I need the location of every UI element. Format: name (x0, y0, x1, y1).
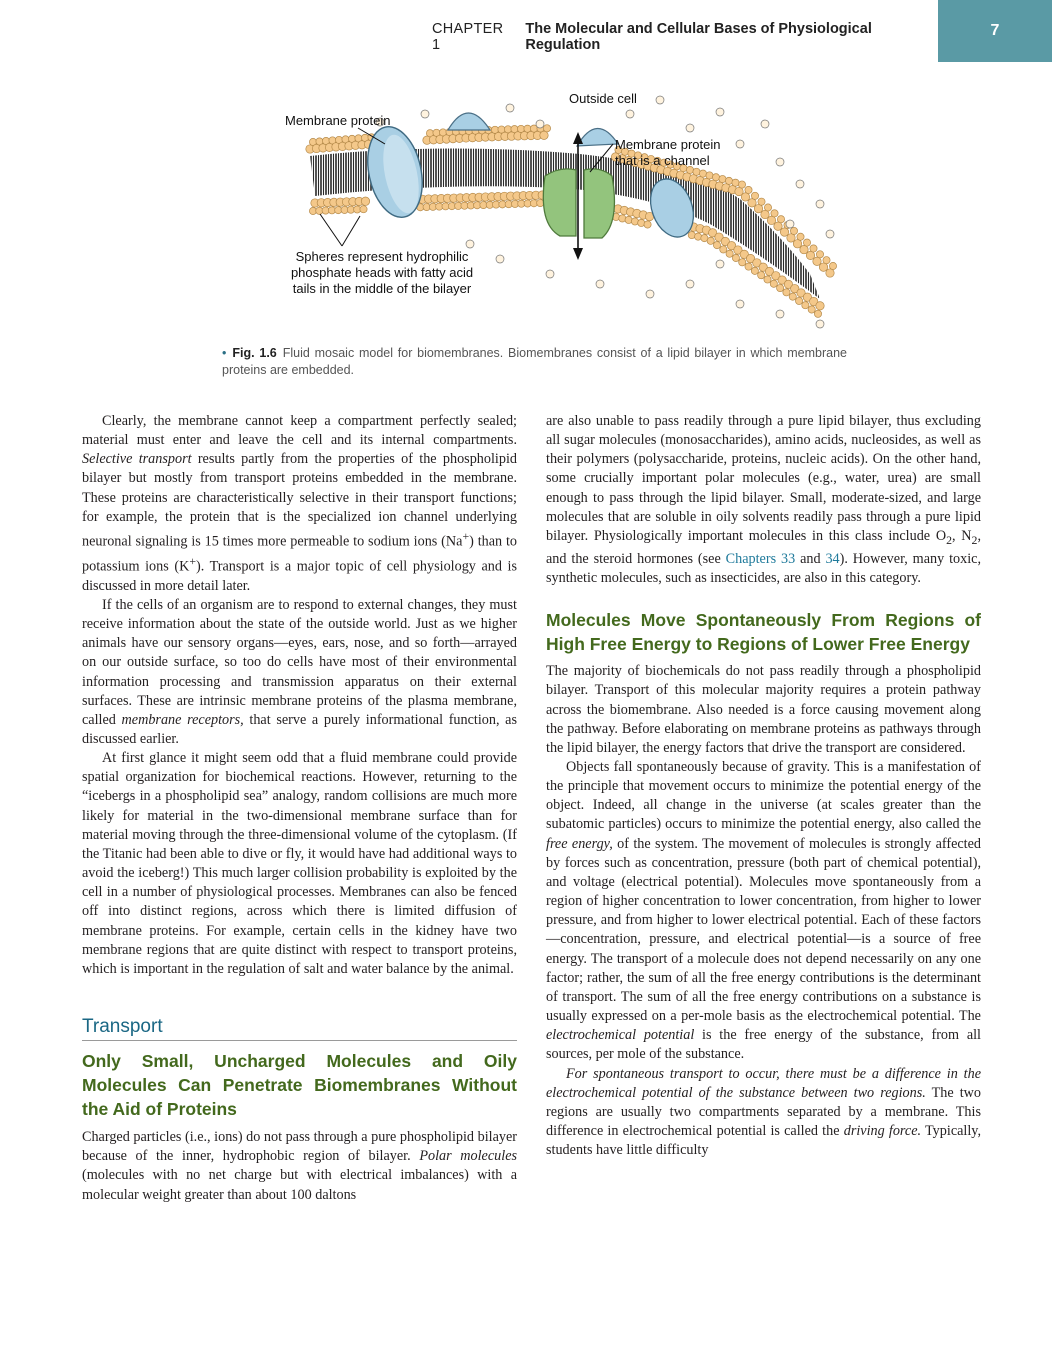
membrane-figure (220, 84, 860, 344)
phosphate-head (777, 284, 784, 291)
phosphate-head (787, 234, 795, 242)
surface-molecule (466, 240, 474, 248)
phosphate-head (813, 257, 821, 265)
surface-molecule (826, 230, 834, 238)
right-column (546, 412, 981, 1160)
chapter-label: CHAPTER 1 (432, 21, 504, 53)
surface-molecule (786, 220, 794, 228)
phosphate-head (360, 206, 367, 213)
phosphate-head (808, 306, 815, 313)
section-heading-transport: Transport (82, 1017, 517, 1041)
phosphate-head (797, 233, 804, 240)
surface-molecule (736, 140, 744, 148)
emphasis: electrochemical potential (546, 1027, 695, 1044)
surface-molecule (716, 108, 724, 116)
phosphate-head (751, 267, 758, 274)
surface-protein (448, 113, 490, 130)
phosphate-head (803, 239, 810, 246)
surface-protein-2 (577, 128, 618, 146)
text-run: that serve a purely informational function, as discussed earlier. (82, 711, 518, 747)
label-spheres-line1: Spheres represent hydrophilic (295, 249, 469, 264)
phosphate-head (783, 289, 790, 296)
phosphate-head (802, 302, 809, 309)
surface-molecule (816, 320, 824, 328)
label-channel-line2: that is a channel (615, 153, 710, 168)
surface-molecule (816, 200, 824, 208)
phosphate-head (754, 204, 762, 212)
subheading-small-molecules: Only Small, Uncharged Molecules and Oily Molecules Can Penetrate Biomembranes Without the Aid of Proteins (82, 1051, 517, 1120)
surface-molecule (596, 280, 604, 288)
text-run: The two regions are usually two compartments separated by a membrane. This difference in electrochemical potential is called the (546, 1084, 981, 1139)
phosphate-head (732, 179, 739, 186)
text-run: , N (952, 527, 972, 544)
phosphate-head (693, 168, 700, 175)
phosphate-head (829, 262, 836, 269)
surface-molecule (776, 158, 784, 166)
text-run: ) than to potassium ions (K (82, 533, 517, 575)
text-run: Objects fall spontaneously because of gravity. This is a manifestation of the principle that movement occurs to minimize the potential energy of the object. Indeed, all change in the universe (at scales greater than the subatomic particles) occurs to minimize the potential energy, also called the (546, 759, 981, 833)
surface-molecule (506, 104, 514, 112)
page-number: 7 (938, 0, 1052, 62)
phosphate-head (810, 245, 817, 252)
right-paragraph-2: The majority of biochemicals do not pass readily through a phospholipid bilayer. Transport of this molecular majority requires a protein pathway across the biomembrane. Also needed is a force causing movement along the pathway. Before elaborating on membrane proteins as pathways through the lipid bilayer, the energy factors that drive the transport are considered. (546, 663, 981, 756)
surface-molecule (646, 290, 654, 298)
phosphate-head (713, 242, 720, 249)
phosphate-head (795, 297, 802, 304)
surface-molecule (686, 124, 694, 132)
surface-molecule (536, 120, 544, 128)
phosphate-head (790, 227, 797, 234)
channel-protein-shape (543, 169, 576, 236)
right-paragraph-3 (546, 758, 981, 1065)
phosphate-head (543, 125, 550, 132)
phosphate-head (793, 240, 801, 248)
phosphate-head (770, 280, 777, 287)
label-channel-line1: Membrane protein (615, 137, 721, 152)
surface-molecule (776, 310, 784, 318)
label-spheres (285, 249, 479, 297)
surface-molecule (421, 110, 429, 118)
surface-molecule (716, 260, 724, 268)
phosphate-head (720, 246, 727, 253)
subscript: 2 (946, 532, 952, 547)
text-run: If the cells of an organism are to respond to external changes, they must receive information about the state of the outside world. Just as we higher animals have our sensory organs—eyes, ears, nose, and so forth—arrayed on our outside surface, so too do cells have most of their environmental information processing and transmission apparatus on their external surfaces. These are intrinsic membrane proteins of the plasma membrane, called (82, 596, 517, 728)
emphasis: membrane receptors, (121, 711, 244, 728)
text-run: Charged particles (i.e., ions) do not pass through a pure phospholipid bilayer because of the inner, hydrophobic region of bilayer. (82, 1129, 517, 1165)
surface-molecule (496, 255, 504, 263)
emphasis: free energy, (546, 835, 613, 852)
text-run: ). Transport is a major topic of cell physiology and is discussed in more detail later. (82, 558, 517, 594)
surface-molecule (626, 110, 634, 118)
phosphate-head (764, 204, 771, 211)
superscript: + (462, 528, 470, 543)
phosphate-head (712, 174, 719, 181)
phosphate-head (751, 192, 758, 199)
phosphate-head (758, 198, 765, 205)
left-paragraph-2 (82, 596, 517, 749)
label-spheres-line3: tails in the middle of the bilayer (292, 281, 472, 296)
text-run: , and the steroid hormones (see (546, 527, 981, 567)
phosphate-head (800, 245, 808, 253)
emphasis: driving force. (843, 1122, 922, 1139)
phosphate-head (361, 197, 369, 205)
phosphate-head (758, 272, 765, 279)
text-run: Clearly, the membrane cannot keep a compartment perfectly sealed; material must enter and leave the cell and its internal compartments. (82, 413, 517, 449)
phosphate-head (777, 216, 784, 223)
text-run: is the free energy of the substance, from all sources, per mole of the substance. (546, 1027, 981, 1063)
phosphate-head (767, 216, 775, 224)
phosphate-head (771, 210, 778, 217)
left-paragraph-4 (82, 1128, 517, 1205)
phosphate-head (540, 131, 548, 139)
phosphate-head (738, 181, 745, 188)
emphasis: Polar molecules (419, 1148, 518, 1165)
text-run: results partly from the properties of the phospholipid bilayer but mostly from transport proteins embedded in the membrane. These proteins are characteristically selective in their transport functions; for example, the protein that is the specialized ion channel underlying neuronal signaling is 15 times more permeable to sodium ions (Na (82, 451, 517, 550)
chapter-link-34[interactable]: 34 (825, 550, 840, 567)
phosphate-head (732, 254, 739, 261)
phosphate-head (816, 302, 824, 310)
right-paragraph-4 (546, 1065, 981, 1161)
left-column (82, 412, 517, 1205)
surface-molecule (736, 300, 744, 308)
surface-molecule (686, 280, 694, 288)
phosphate-head (707, 237, 714, 244)
text-run: and (795, 550, 826, 567)
phosphate-head (814, 310, 821, 317)
label-spheres-line2: phosphate heads with fatty acid (290, 265, 474, 280)
figure-caption (222, 345, 847, 379)
subscript: 2 (971, 532, 978, 547)
running-header (432, 22, 937, 52)
phosphate-head (748, 199, 756, 207)
phosphate-head (826, 269, 834, 277)
left-paragraph-1 (82, 412, 517, 596)
phosphate-head (741, 193, 749, 201)
phosphate-head (745, 263, 752, 270)
phosphate-head (823, 257, 830, 264)
phosphate-head (644, 221, 651, 228)
phosphate-head (819, 263, 827, 271)
phosphate-head (789, 293, 796, 300)
phosphate-head (725, 177, 732, 184)
phosphate-head (780, 228, 788, 236)
phosphate-head (764, 276, 771, 283)
phosphate-head (706, 172, 713, 179)
caption-figure-number: Fig. 1.6 (232, 346, 277, 360)
chapter-link-33[interactable]: Chapters 33 (725, 550, 796, 567)
phosphate-head (806, 251, 814, 259)
text-run: ). However, many toxic, synthetic molecules, such as insecticides, are also in this category. (546, 550, 981, 587)
caption-bullet: • (222, 346, 227, 360)
surface-molecule (656, 96, 664, 104)
phosphate-head (816, 251, 823, 258)
phosphate-head (761, 210, 769, 218)
text-run: (molecules with no net charge but with electrical imbalances) with a molecular weight greater than about 100 daltons (82, 1167, 517, 1203)
phosphate-head (745, 186, 752, 193)
text-run: of the system. The movement of molecules is strongly affected by forces such as concentration, pressure (both part of chemical potential), and voltage (electrical potential). Molecules move spontaneously from a region of higher concentration to lower concentration, from higher to lower pressure, and from higher to lower electrical potential. Each of these factors—concentration, pressure, and electrical potential—is a source of free energy. The transport of a molecule does not depend necessarily on any one factor; rather, the sum of all the free energy contributions is the determinant of transport. The sum of all the free energy contributions on a substance is usually expressed on a per-mole basis as the electrochemical potential. The (546, 835, 981, 1025)
left-paragraph-3: At first glance it might seem odd that a fluid membrane could provide spatial organization for biochemical reactions. However, returning to the “icebergs in a phospholipid sea” analogy, random collisions are much more likely for material in the two-dimensional membrane surface than for material moving through the three-dimensional volume of the cytoplasm. (If the Titanic had been able to dive or fly, it would have had additional ways to avoid the iceberg!) This much larger collision probability is exploited by the cell in a number of physiological processes. Membranes can also be fenced off into distinct regions, across which there is limited diffusion of membrane proteins. For example, certain cells in the kidney have two membrane regions that are quite distinct with respect to transport proteins, which is important in the regulation of salt and water balance by the animal. (82, 750, 517, 977)
label-membrane-protein: Membrane protein (285, 113, 391, 128)
emphasis: Selective transport (82, 451, 192, 468)
text-run: are also unable to pass readily through a pure lipid bilayer, thus excluding all sugar molecules (monosaccharides), amino acids, nucleosides, as well as their polymers (polysaccharide, proteins, nucleic acids). On the other hand, some crucially important polar molecules (e.g., water, urea) are small enough to pass through the lipid bilayer. Small, moderate-sized, and large molecules that are soluble in oily solvents readily pass through a pure lipid bilayer. Physiologically important molecules in this class include O (546, 413, 981, 544)
superscript: + (189, 553, 196, 568)
text-run: Typically, students have little difficulty (546, 1122, 982, 1159)
phosphate-head (774, 222, 782, 230)
phosphate-head (719, 175, 726, 182)
phosphate-head (739, 259, 746, 266)
chapter-title: The Molecular and Cellular Bases of Physiological Regulation (525, 21, 872, 53)
phosphate-head (726, 250, 733, 257)
surface-molecule (761, 120, 769, 128)
label-outside-cell: Outside cell (569, 91, 637, 106)
phosphate-head (699, 170, 706, 177)
emphasis: For spontaneous transport to occur, there must be a difference in the electrochemical potential of the substance between two regions. (546, 1065, 981, 1101)
right-paragraph-1 (546, 412, 981, 588)
subheading-free-energy: Molecules Move Spontaneously From Regions of High Free Energy to Regions of Lower Free Energy (546, 610, 981, 655)
caption-text: Fluid mosaic model for biomembranes. Biomembranes consist of a lipid bilayer in which membrane proteins are embedded. (222, 346, 847, 377)
surface-molecule (796, 180, 804, 188)
surface-molecule (546, 270, 554, 278)
